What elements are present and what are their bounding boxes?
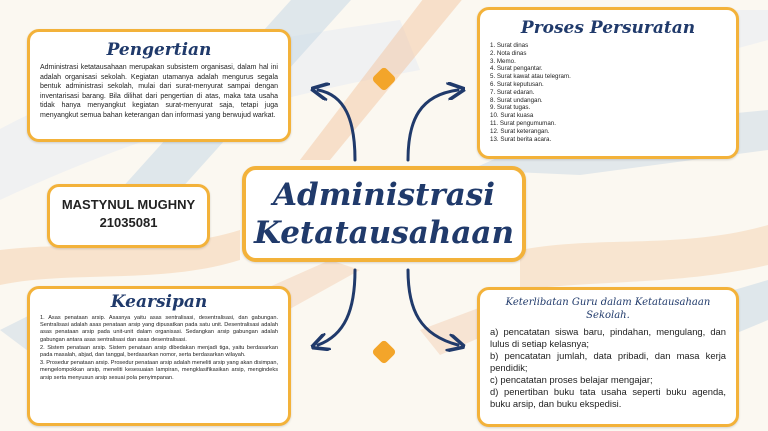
list-item: 1. Surat dinas	[490, 42, 529, 49]
author-card	[47, 184, 210, 248]
kearsipan-item-1: 1. Asas penataan arsip. Asasnya yaitu asas sentralisasi, desentralisasi, dan gabungan. Sentralisasi adalah asas penataan arsip yang dipusatkan pada satu unit. Desentralisasi adalah asas penataan arsip pada unit-unit dalam organisasi. Sedangkan arsip gabungan adalah gabungan antara asas sentralisasi dan asas desentralisasi.	[40, 315, 278, 343]
kearsipan-title: Kearsipan	[110, 292, 208, 312]
list-item: 5. Surat kawat atau telegram.	[490, 73, 571, 81]
proses-title: Proses Persuratan	[520, 18, 696, 38]
arrow-to-guru	[408, 270, 458, 345]
guru-item-d: d) penertiban buku tata usaha seperti buku agenda, buku arsip, dan buku ekspedisi.	[490, 386, 726, 409]
guru-item-c: c) pencatatan proses belajar mengajar;	[490, 374, 653, 385]
center-title-line1: Administrasi	[272, 177, 496, 213]
proses-list	[490, 42, 726, 143]
pengertian-card	[27, 29, 291, 142]
list-item: 7. Surat edaran.	[490, 88, 535, 96]
guru-item-a: a) pencatatan siswa baru, pindahan, mengulang, dan lulus di setiap kelasnya;	[490, 326, 726, 349]
kearsipan-item-2: 2. Sistem penataan arsip. Sistem penataan arsip dibedakan menjadi tiga, yaitu berdasarkan pada masalah, abjad, dan tanggal, berdasarkan nomor, serta berdasarkan wilayah.	[40, 344, 278, 359]
kearsipan-item-3: 3. Prosedur penataan arsip. Prosedur penataan arsip adalah meneliti arsip yang akan disimpan, mengelompokkan arsip, meneliti kesesuaian lampiran, mengklasifikasikan arsip, mengindeks arsip serta menyusun arsip sesuai pola penyimpanan.	[40, 360, 278, 381]
list-item: 2. Nota dinas	[490, 49, 527, 57]
list-item: 9. Surat tugas.	[490, 104, 531, 112]
pengertian-title: Pengertian	[106, 40, 212, 60]
keterlibatan-guru-card	[477, 287, 739, 427]
guru-title: Keterlibatan Guru dalam Ketatausahaan Sekolah.	[505, 297, 711, 321]
list-item: 11. Surat pengumuman.	[490, 119, 556, 127]
center-topic-card	[242, 166, 526, 262]
proses-persuratan-card	[477, 7, 739, 159]
center-title-line2: Ketatausahaan	[253, 215, 515, 251]
kearsipan-card	[27, 286, 291, 426]
arrow-to-kearsipan	[318, 270, 355, 345]
list-item: 8. Surat undangan.	[490, 96, 543, 104]
list-item: 13. Surat berita acara.	[490, 135, 552, 143]
author-id: 21035081	[99, 215, 158, 230]
list-item: 3. Memo.	[490, 57, 516, 65]
pengertian-text: Administrasi ketatausahaan merupakan subsistem organisasi, dalam hal ini adalah organisasi sekolah. Kegiatan utamanya adalah mengurus segala bentuk administrasi sekolah, mulai dari surat-menyurat sampai dengan inventarisasi barang. Bila dilihat dari pengertian di atas, maka tata usaha tidak hanya menyangkut kegiatan surat-menyurat saja, tetapi juga menyangkut semua bahan keterangan dan informasi yang berwujud warkat.	[40, 64, 278, 119]
list-item: 6. Surat keputusan.	[490, 80, 544, 88]
list-item: 10. Surat kuasa	[490, 112, 534, 120]
arrow-to-proses	[408, 90, 458, 160]
author-name: MASTYNUL MUGHNY	[61, 197, 196, 212]
list-item: 4. Surat pengantar.	[490, 65, 543, 73]
arrow-to-pengertian	[318, 90, 355, 160]
list-item: 12. Surat keterangan.	[490, 127, 550, 135]
guru-item-b: b) pencatatan jumlah, data pribadi, dan masa kerja pendidik;	[490, 350, 726, 373]
